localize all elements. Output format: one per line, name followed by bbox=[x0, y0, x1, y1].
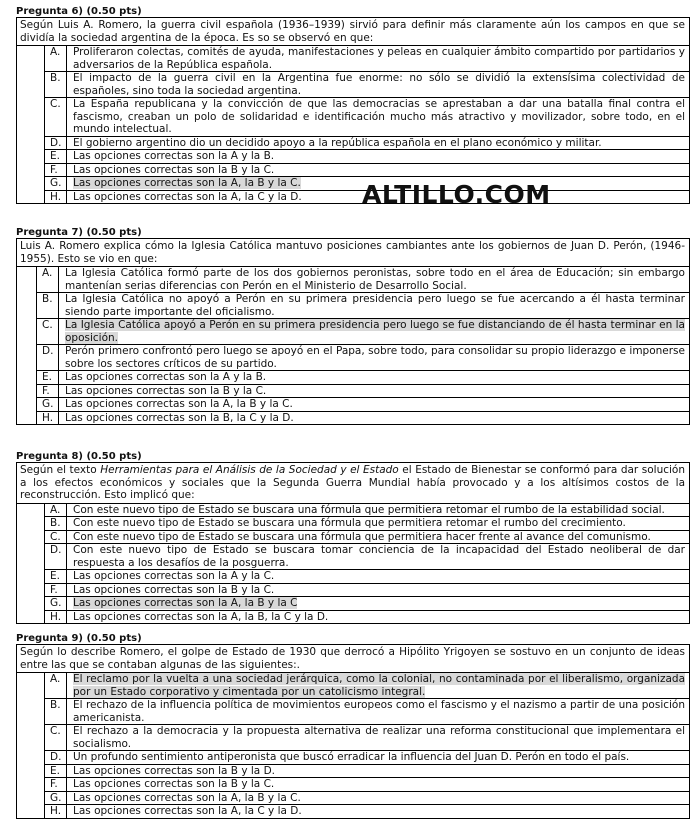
option-h[interactable] bbox=[45, 611, 689, 624]
option-text: El impacto de la guerra civil en la Argentina fue enorme: no sólo se dividió la extensísima colectividad de españoles, sino toda la sociedad argentina. bbox=[73, 72, 685, 97]
option-text: Las opciones correctas son la B y la C. bbox=[73, 163, 275, 176]
question-7 bbox=[16, 227, 690, 425]
option-text: La España republicana y la convicción de que las democracias se aprestaban a dar una batalla final contra el fascismo, creaban un polo de solidaridad e identificación mucho más atractivo y movilizador, sobre todo, en el mundo intelectual. bbox=[73, 98, 685, 135]
option-h[interactable] bbox=[45, 805, 689, 818]
option-letter: H. bbox=[45, 805, 67, 818]
option-letter: F. bbox=[37, 385, 59, 398]
question-box bbox=[16, 238, 690, 425]
option-letter: D. bbox=[45, 544, 67, 569]
option-text: Perón primero confrontó pero luego se apoyó en el Papa, sobre todo, para consolidar su propio liderazgo e imponerse sobre los sectores críticos de su partido. bbox=[65, 345, 685, 370]
option-f[interactable] bbox=[45, 584, 689, 598]
option-text: Las opciones correctas son la A, la C y la D. bbox=[73, 190, 302, 203]
options-list bbox=[44, 504, 689, 624]
option-d[interactable] bbox=[45, 137, 689, 151]
option-letter: G. bbox=[45, 177, 67, 190]
question-title: Pregunta 8) (0.50 pts) bbox=[16, 451, 142, 462]
option-letter: B. bbox=[45, 72, 67, 97]
option-letter: G. bbox=[45, 597, 67, 610]
option-text: Las opciones correctas son la A y la B. bbox=[65, 371, 267, 383]
option-text: Con este nuevo tipo de Estado se buscara una fórmula que permitiera retomar el rumbo de la estabilidad social. bbox=[73, 503, 665, 516]
option-letter: E. bbox=[37, 371, 59, 384]
option-c[interactable] bbox=[37, 319, 689, 345]
option-text-highlighted: El reclamo por la vuelta a una sociedad jerárquica, como la colonial, no contaminada por el liberalismo, organizada por un Estado corporativo y cimentada por un catolicismo integral. bbox=[73, 673, 685, 698]
question-box bbox=[16, 17, 690, 204]
option-text: Las opciones correctas son la B y la D. bbox=[73, 764, 276, 777]
question-stem: Luis A. Romero explica cómo la Iglesia Católica mantuvo posiciones cambiantes ante los gobiernos de Juan D. Perón, (1946- 1955). Esto se vio en que: bbox=[17, 239, 689, 267]
option-text-highlighted: Las opciones correctas son la A, la B y la C. bbox=[73, 177, 301, 189]
option-letter: B. bbox=[45, 517, 67, 530]
option-a[interactable] bbox=[37, 267, 689, 293]
option-e[interactable] bbox=[45, 765, 689, 779]
option-letter: D. bbox=[37, 345, 59, 370]
option-letter: H. bbox=[45, 611, 67, 624]
option-a[interactable] bbox=[45, 46, 689, 72]
stem-suffix: el Estado de Bienestar se conformó para dar solución a los efectos económicos y sociales que la Segunda Guerra Mundial había provocado y a los altísimos costos de la reconstrucción. Esto implicó que: bbox=[20, 464, 686, 501]
option-b[interactable] bbox=[45, 72, 689, 98]
options-list bbox=[36, 267, 689, 424]
option-letter: F. bbox=[45, 778, 67, 791]
option-h[interactable] bbox=[37, 412, 689, 425]
option-letter: G. bbox=[45, 792, 67, 805]
option-d[interactable] bbox=[37, 345, 689, 371]
option-letter: C. bbox=[37, 319, 59, 344]
option-c[interactable] bbox=[45, 725, 689, 751]
question-stem bbox=[17, 463, 689, 504]
option-text: Proliferaron colectas, comités de ayuda, manifestaciones y peleas en cualquier ámbito compartido por partidarios y adversarios de la República española. bbox=[73, 46, 685, 71]
option-b[interactable] bbox=[45, 517, 689, 531]
option-letter: G. bbox=[37, 398, 59, 411]
option-text: Las opciones correctas son la A, la B y la C. bbox=[65, 398, 293, 410]
option-letter: C. bbox=[45, 531, 67, 544]
watermark-text: ALTILLO.COM bbox=[362, 180, 551, 209]
option-text: Las opciones correctas son la B y la C. bbox=[65, 384, 267, 397]
question-title: Pregunta 9) (0.50 pts) bbox=[16, 633, 142, 644]
question-title: Pregunta 7) (0.50 pts) bbox=[16, 227, 142, 238]
option-b[interactable] bbox=[45, 699, 689, 725]
option-letter: A. bbox=[45, 46, 67, 71]
question-stem: Según lo describe Romero, el golpe de Estado de 1930 que derrocó a Hipólito Yrigoyen se sostuvo en un conjunto de ideas entre las que se contaban algunas de las siguientes:. bbox=[17, 645, 689, 673]
options-list bbox=[44, 673, 689, 818]
option-text: La Iglesia Católica formó parte de los dos gobiernos peronistas, sobre todo en el área de Educación; sin embargo mantenían serias diferencias con Perón en el Ministerio de Desarrollo Social. bbox=[65, 267, 685, 292]
option-letter: B. bbox=[37, 293, 59, 318]
option-letter: A. bbox=[45, 504, 67, 517]
option-text: Con este nuevo tipo de Estado se buscara una fórmula que permitiera hacer frente al avance del comunismo. bbox=[73, 530, 651, 543]
option-text: Con este nuevo tipo de Estado se buscara tomar conciencia de la incapacidad del Estado neoliberal de dar respuesta a los desafíos de la posguerra. bbox=[73, 544, 685, 569]
option-text-highlighted: La Iglesia Católica apoyó a Perón en su primera presidencia pero luego se fue distanciando de él hasta terminar en la oposición. bbox=[65, 319, 685, 344]
option-text: Las opciones correctas son la A, la B y la C. bbox=[73, 791, 301, 804]
option-letter: H. bbox=[45, 191, 67, 204]
option-text: Las opciones correctas son la B y la C. bbox=[73, 778, 275, 790]
option-letter: C. bbox=[45, 98, 67, 136]
option-text: Un profundo sentimiento antiperonista que buscó erradicar la influencia del Juan D. Perón en todo el país. bbox=[73, 751, 630, 763]
option-c[interactable] bbox=[45, 98, 689, 137]
option-letter: D. bbox=[45, 137, 67, 150]
question-6 bbox=[16, 6, 690, 204]
option-letter: H. bbox=[37, 412, 59, 425]
option-text: Las opciones correctas son la A, la B, la C y la D. bbox=[73, 610, 329, 623]
option-text: Las opciones correctas son la B y la C. bbox=[73, 583, 275, 596]
question-box bbox=[16, 462, 690, 624]
option-f[interactable] bbox=[37, 385, 689, 399]
option-text: El rechazo a la democracia y la propuesta alternativa de realizar una reforma constitucional que implementara el socialismo. bbox=[73, 725, 685, 750]
option-g[interactable] bbox=[45, 792, 689, 806]
option-text: Las opciones correctas son la B, la C y la D. bbox=[65, 411, 294, 424]
option-letter: C. bbox=[45, 725, 67, 750]
question-stem: Según Luis A. Romero, la guerra civil española (1936–1939) sirvió para definir más claramente aún los campos en que se dividía la sociedad argentina de la época. Es so se observó en que: bbox=[17, 18, 689, 46]
option-letter: E. bbox=[45, 765, 67, 778]
option-e[interactable] bbox=[37, 371, 689, 385]
option-d[interactable] bbox=[45, 544, 689, 570]
option-text-highlighted: Las opciones correctas son la A, la B y la C bbox=[73, 597, 298, 609]
option-text: Las opciones correctas son la A y la B. bbox=[73, 150, 275, 162]
option-text: El gobierno argentino dio un decidido apoyo a la república española en el plano económico y militar. bbox=[73, 136, 602, 149]
option-e[interactable] bbox=[45, 150, 689, 164]
option-text: El rechazo de la influencia política de movimientos europeos como el fascismo y el nazismo a partir de una posición americanista. bbox=[73, 699, 685, 724]
option-letter: B. bbox=[45, 699, 67, 724]
option-letter: D. bbox=[45, 751, 67, 764]
stem-prefix: Según el texto bbox=[20, 464, 101, 476]
option-text: Con este nuevo tipo de Estado se buscara una fórmula que permitiera retomar el rumbo del crecimiento. bbox=[73, 517, 626, 529]
option-letter: E. bbox=[45, 570, 67, 583]
option-b[interactable] bbox=[37, 293, 689, 319]
option-f[interactable] bbox=[45, 778, 689, 792]
option-g[interactable] bbox=[37, 398, 689, 412]
option-c[interactable] bbox=[45, 531, 689, 545]
option-e[interactable] bbox=[45, 570, 689, 584]
option-text: Las opciones correctas son la A, la C y la D. bbox=[73, 805, 302, 817]
question-title: Pregunta 6) (0.50 pts) bbox=[16, 6, 142, 17]
question-8 bbox=[16, 451, 690, 624]
option-f[interactable] bbox=[45, 164, 689, 178]
option-a[interactable] bbox=[45, 504, 689, 518]
option-letter: F. bbox=[45, 164, 67, 177]
option-text: Las opciones correctas son la A y la C. bbox=[73, 570, 275, 582]
option-letter: A. bbox=[45, 673, 67, 698]
option-letter: A. bbox=[37, 267, 59, 292]
option-a[interactable] bbox=[45, 673, 689, 699]
stem-book-title: Herramientas para el Análisis de la Sociedad y el Estado bbox=[100, 464, 399, 476]
question-box bbox=[16, 644, 690, 819]
option-letter: F. bbox=[45, 584, 67, 597]
question-9 bbox=[16, 633, 690, 819]
option-letter: E. bbox=[45, 150, 67, 163]
option-text: La Iglesia Católica no apoyó a Perón en su primera presidencia pero luego se fue acercando a él hasta terminar siendo parte importante del oficialismo. bbox=[65, 293, 685, 318]
option-d[interactable] bbox=[45, 751, 689, 765]
option-g[interactable] bbox=[45, 597, 689, 611]
